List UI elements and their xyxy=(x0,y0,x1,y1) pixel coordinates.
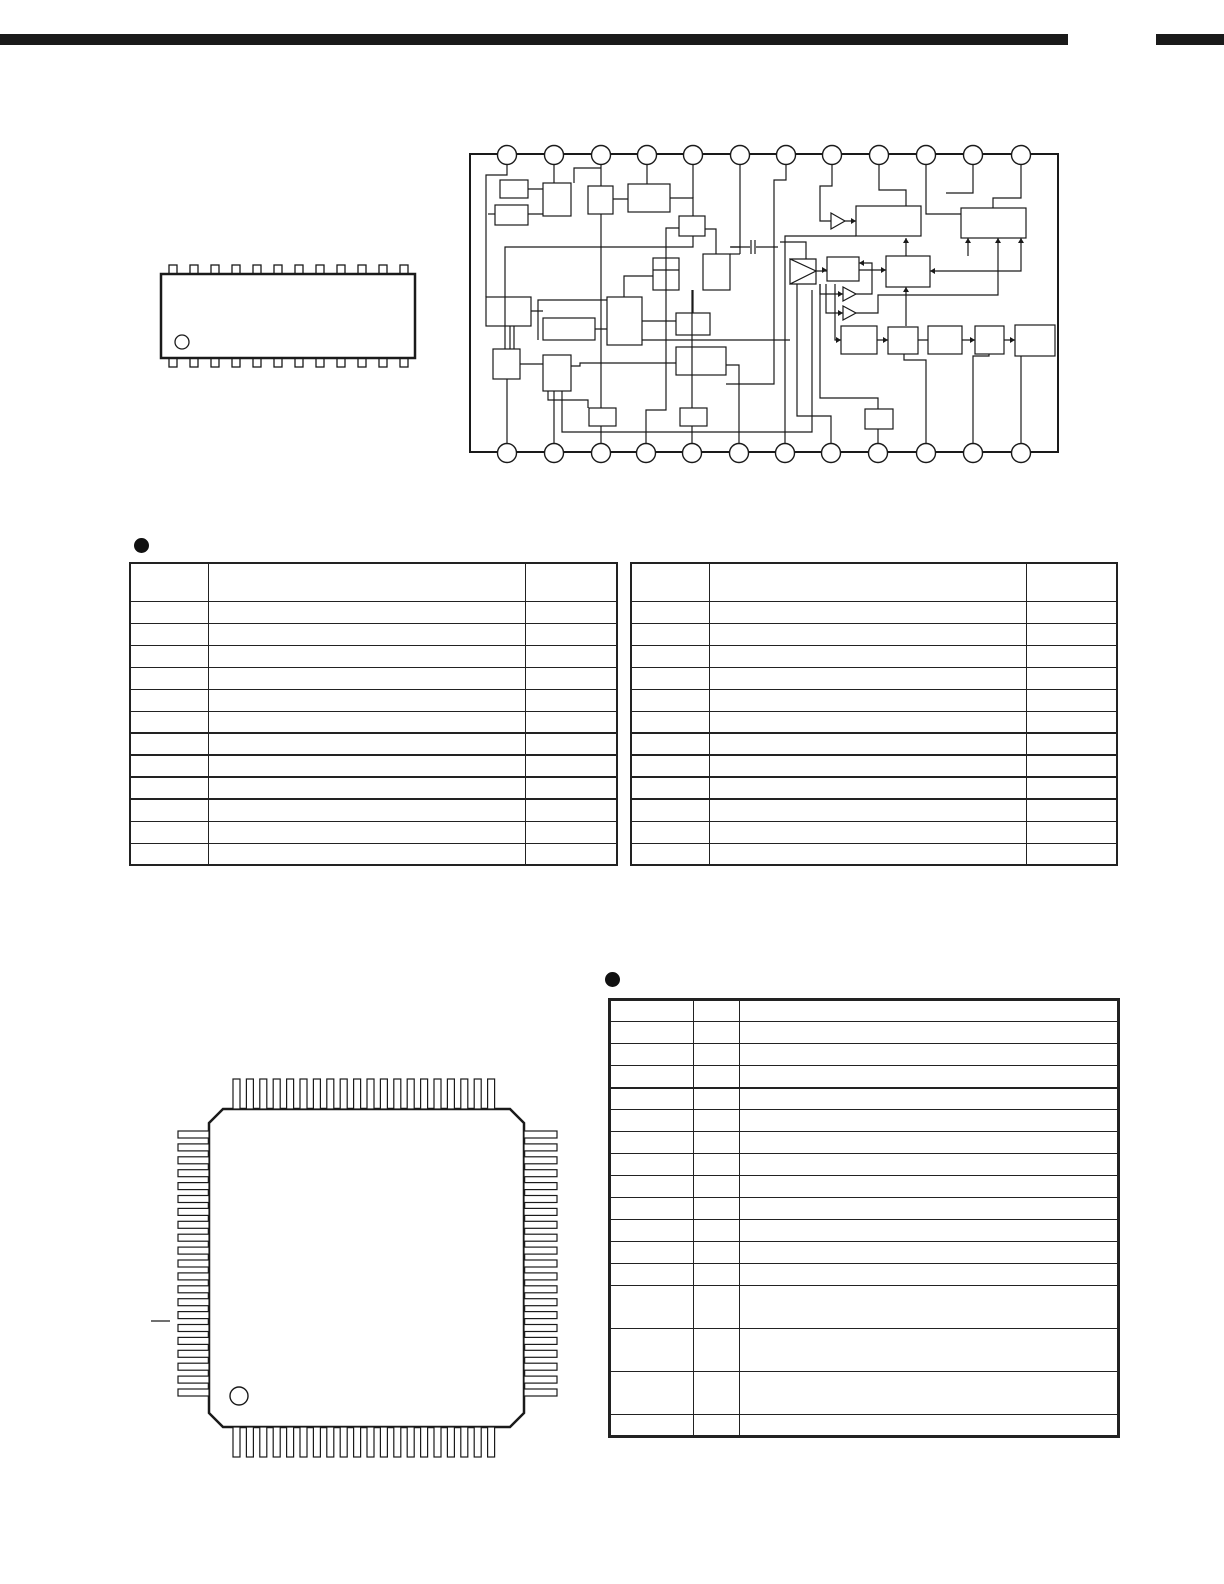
table-cell xyxy=(694,1044,740,1066)
qfp-pin-left xyxy=(178,1144,209,1151)
table-cell xyxy=(610,1132,694,1154)
qfp-pin-left xyxy=(178,1312,209,1319)
qfp-pin-left xyxy=(178,1221,209,1228)
table-cell xyxy=(694,1264,740,1286)
qfp-pin-bottom xyxy=(394,1427,401,1457)
qfp-pin-bottom xyxy=(380,1427,387,1457)
table-cell xyxy=(740,1022,1119,1044)
qfp-pin-top xyxy=(300,1079,307,1109)
qfp-pin-left xyxy=(178,1247,209,1254)
qfp-pin-right xyxy=(524,1286,557,1293)
table-cell xyxy=(694,1329,740,1372)
qfp-pin-bottom xyxy=(327,1427,334,1457)
table-cell xyxy=(610,1000,694,1022)
qfp-pin-bottom xyxy=(367,1427,374,1457)
table-cell xyxy=(610,1286,694,1329)
table-cell xyxy=(610,1044,694,1066)
qfp-pin-top xyxy=(380,1079,387,1109)
qfp-pin-bottom xyxy=(340,1427,347,1457)
qfp-pin-top xyxy=(340,1079,347,1109)
table-row xyxy=(610,1415,1119,1437)
table-cell xyxy=(694,1415,740,1437)
table-cell xyxy=(694,1132,740,1154)
table-row xyxy=(610,1044,1119,1066)
table-cell xyxy=(740,1329,1119,1372)
qfp-pin-left xyxy=(178,1273,209,1280)
table-cell xyxy=(610,1372,694,1415)
table-cell xyxy=(694,1000,740,1022)
table-cell xyxy=(740,1176,1119,1198)
table-cell xyxy=(740,1132,1119,1154)
qfp-pin-top xyxy=(447,1079,454,1109)
qfp-pin-right xyxy=(524,1247,557,1254)
table-cell xyxy=(740,1198,1119,1220)
qfp-pin-top xyxy=(246,1079,253,1109)
qfp-pin-bottom xyxy=(246,1427,253,1457)
qfp-pin-bottom xyxy=(300,1427,307,1457)
qfp-pin-bottom xyxy=(273,1427,280,1457)
qfp-pin-bottom xyxy=(434,1427,441,1457)
qfp-pin-left xyxy=(178,1325,209,1332)
qfp-pin-left xyxy=(178,1131,209,1138)
table-cell xyxy=(610,1110,694,1132)
table-cell xyxy=(694,1176,740,1198)
qfp-pin-left xyxy=(178,1260,209,1267)
table-cell xyxy=(610,1154,694,1176)
qfp-pin-bottom xyxy=(313,1427,320,1457)
qfp-pin-top xyxy=(367,1079,374,1109)
qfp-pin-left xyxy=(178,1350,209,1357)
qfp-pin-right xyxy=(524,1131,557,1138)
qfp-pin-right xyxy=(524,1350,557,1357)
qfp-pin-left xyxy=(178,1363,209,1370)
table-cell xyxy=(740,1066,1119,1088)
table-cell xyxy=(740,1000,1119,1022)
table-row xyxy=(610,1000,1119,1022)
table-cell xyxy=(740,1220,1119,1242)
table-cell xyxy=(694,1154,740,1176)
qfp-pin-top xyxy=(313,1079,320,1109)
table-cell xyxy=(610,1176,694,1198)
qfp-pin-left xyxy=(178,1286,209,1293)
table-cell xyxy=(740,1242,1119,1264)
qfp-pin-right xyxy=(524,1260,557,1267)
qfp-pin-bottom xyxy=(260,1427,267,1457)
qfp-pin-left xyxy=(178,1208,209,1215)
qfp-pin-right xyxy=(524,1325,557,1332)
qfp-pin-right xyxy=(524,1376,557,1383)
qfp-pin-top xyxy=(233,1079,240,1109)
table-cell xyxy=(694,1066,740,1088)
qfp-pin-top xyxy=(434,1079,441,1109)
table-row xyxy=(610,1154,1119,1176)
table-row xyxy=(610,1198,1119,1220)
qfp-pin-top xyxy=(488,1079,495,1109)
qfp-pin-bottom xyxy=(233,1427,240,1457)
qfp-pin-left xyxy=(178,1376,209,1383)
qfp-pin-right xyxy=(524,1234,557,1241)
table-cell xyxy=(740,1286,1119,1329)
table-row xyxy=(610,1022,1119,1044)
table-cell xyxy=(610,1329,694,1372)
qfp-pin-right xyxy=(524,1170,557,1177)
qfp-pin-top xyxy=(461,1079,468,1109)
table-cell xyxy=(694,1022,740,1044)
table-row xyxy=(610,1132,1119,1154)
qfp-pin-left xyxy=(178,1234,209,1241)
qfp-pin-right xyxy=(524,1273,557,1280)
table-row xyxy=(610,1372,1119,1415)
qfp-pin-bottom xyxy=(488,1427,495,1457)
qfp-pin-right xyxy=(524,1389,557,1396)
table-row xyxy=(610,1264,1119,1286)
qfp-pin-bottom xyxy=(474,1427,481,1457)
qfp-pin-top xyxy=(474,1079,481,1109)
table-row xyxy=(610,1088,1119,1110)
qfp-pin-bottom xyxy=(287,1427,294,1457)
table-cell xyxy=(694,1372,740,1415)
table-cell xyxy=(740,1372,1119,1415)
table-cell xyxy=(610,1088,694,1110)
qfp-pin-bottom xyxy=(407,1427,414,1457)
table-cell xyxy=(610,1066,694,1088)
qfp-pin-left xyxy=(178,1389,209,1396)
qfp-pin-right xyxy=(524,1144,557,1151)
qfp-pin-right xyxy=(524,1157,557,1164)
table-row xyxy=(610,1242,1119,1264)
qfp-pin-top xyxy=(260,1079,267,1109)
qfp-pin-bottom xyxy=(354,1427,361,1457)
table-cell xyxy=(740,1264,1119,1286)
table-row xyxy=(610,1329,1119,1372)
qfp-pin-right xyxy=(524,1363,557,1370)
qfp-pin-right xyxy=(524,1196,557,1203)
table-cell xyxy=(740,1154,1119,1176)
table-cell xyxy=(694,1198,740,1220)
table-cell xyxy=(740,1044,1119,1066)
qfp-body xyxy=(209,1109,524,1427)
qfp-pin-right xyxy=(524,1183,557,1190)
table-row xyxy=(610,1220,1119,1242)
table-row xyxy=(610,1110,1119,1132)
qfp-pin-right xyxy=(524,1312,557,1319)
table-cell xyxy=(694,1110,740,1132)
table-row xyxy=(610,1176,1119,1198)
table-cell xyxy=(740,1415,1119,1437)
table-cell xyxy=(694,1286,740,1329)
table-cell xyxy=(610,1242,694,1264)
qfp-pin-top xyxy=(421,1079,428,1109)
qfp-pin-left xyxy=(178,1170,209,1177)
table-cell xyxy=(694,1088,740,1110)
table-cell xyxy=(610,1198,694,1220)
table-cell xyxy=(610,1264,694,1286)
table-row xyxy=(610,1286,1119,1329)
qfp-pin-left xyxy=(178,1183,209,1190)
table-cell xyxy=(694,1242,740,1264)
qfp-pin-right xyxy=(524,1208,557,1215)
table-cell xyxy=(740,1088,1119,1110)
qfp-pin-right xyxy=(524,1299,557,1306)
qfp-pin-left xyxy=(178,1157,209,1164)
table-cell xyxy=(610,1415,694,1437)
table-cell xyxy=(610,1022,694,1044)
qfp-pin-bottom xyxy=(421,1427,428,1457)
pin-function-table-lower xyxy=(608,998,1120,1438)
table-cell xyxy=(694,1220,740,1242)
qfp-pin-left xyxy=(178,1299,209,1306)
qfp-pin-top xyxy=(287,1079,294,1109)
table-cell xyxy=(610,1220,694,1242)
qfp-pin-left xyxy=(178,1196,209,1203)
qfp-pin-bottom xyxy=(447,1427,454,1457)
qfp-pin-right xyxy=(524,1337,557,1344)
qfp-pin-top xyxy=(407,1079,414,1109)
qfp-pin-top xyxy=(354,1079,361,1109)
qfp-pin-top xyxy=(394,1079,401,1109)
table-cell xyxy=(740,1110,1119,1132)
qfp-pin-top xyxy=(327,1079,334,1109)
qfp-pin-right xyxy=(524,1221,557,1228)
qfp-pin-bottom xyxy=(461,1427,468,1457)
table-row xyxy=(610,1066,1119,1088)
qfp-pin-top xyxy=(273,1079,280,1109)
qfp-pin-left xyxy=(178,1337,209,1344)
